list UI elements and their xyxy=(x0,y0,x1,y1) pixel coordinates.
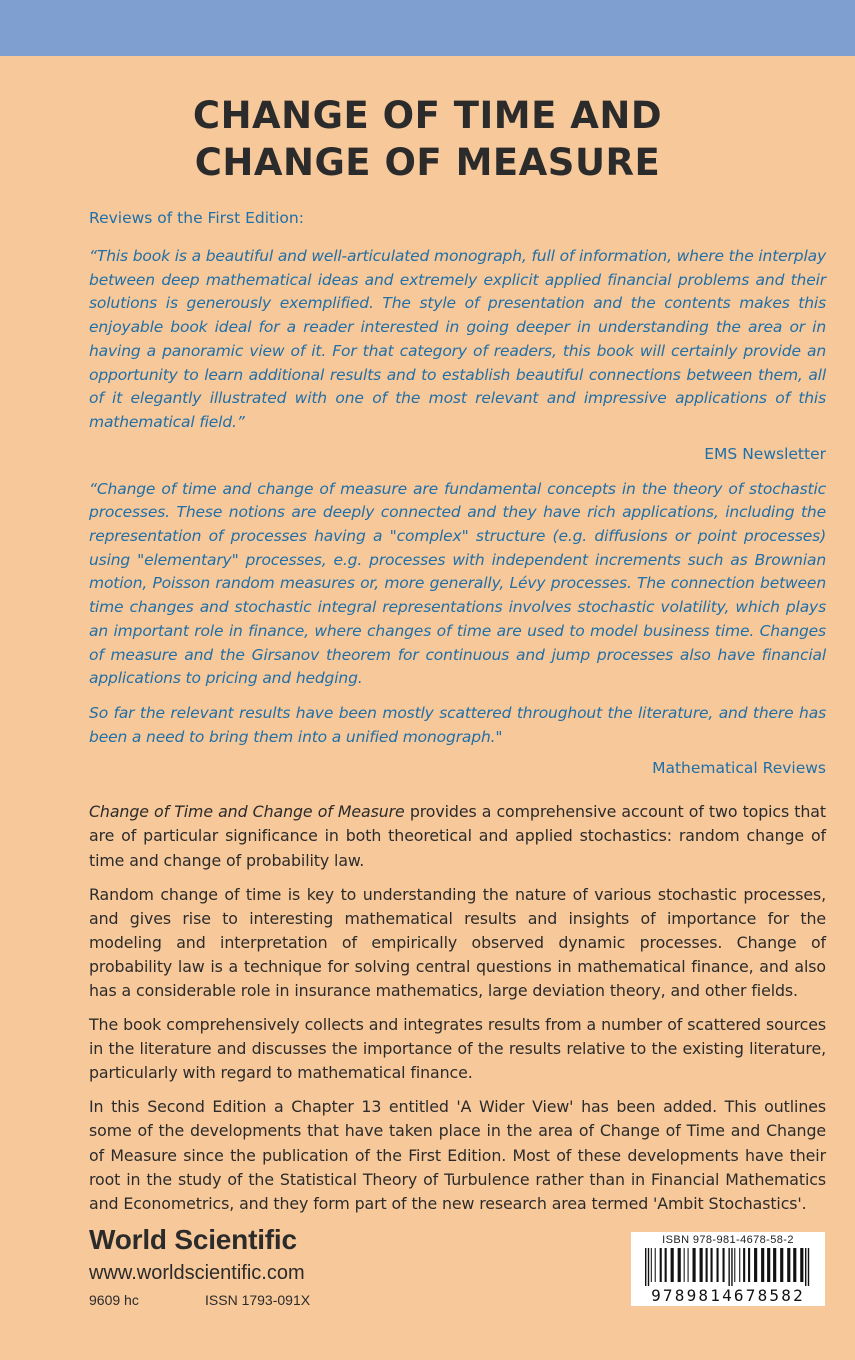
publisher-website[interactable]: www.worldscientific.com xyxy=(89,1262,305,1284)
back-cover-content xyxy=(89,206,826,1216)
book-title-line-2: CHANGE OF MEASURE xyxy=(194,141,661,184)
description-paragraph-1-text: provides a comprehensive account of two topics that are of particular significance in both theoretical and applied stochastics: random change of time and change of probability law. xyxy=(89,802,826,870)
description-paragraph-1 xyxy=(89,800,826,872)
review-quote-ems: “This book is a beautiful and well-articulated monograph, full of information, where the interplay between deep mathematical ideas and extremely explicit applied financial problems and their solutions is generously exemplified. The style of presentation and the contents makes this enjoyable book ideal for a reader interested in going deeper in understanding the area or in having a panoramic view of it. For that category of readers, this book will certainly provide an opportunity to learn additional results and to establish beautiful connections between them, all of it elegantly illustrated with one of the most relevant and impressive applications of this mathematical field.” xyxy=(89,247,826,431)
top-color-band xyxy=(0,0,855,56)
barcode-icon xyxy=(631,1248,825,1286)
catalog-code: 9609 hc xyxy=(89,1292,139,1308)
barcode-digits: 9789814678582 xyxy=(651,1286,805,1305)
publisher-block xyxy=(89,1224,310,1310)
barcode-panel xyxy=(631,1232,825,1306)
isbn-label: ISBN 978-981-4678-58-2 xyxy=(662,1234,794,1246)
description-book-title: Change of Time and Change of Measure xyxy=(89,802,405,822)
book-title xyxy=(0,92,855,186)
review-source-mr: Mathematical Reviews xyxy=(652,759,826,778)
review-quote-mr-paragraph-1: “Change of time and change of measure are fundamental concepts in the theory of stochastic processes. These notions are deeply connected and they have rich applications, including the representation of processes having a "complex" structure (e.g. diffusions or point processes) using "elementary" processes, e.g. processes with independent increments such as Brownian motion, Poisson random measures or, more generally, Lévy processes. The connection between time changes and stochastic integral representations involves stochastic volatility, which plays an important role in finance, where changes of time are used to model business time. Changes of measure and the Girsanov theorem for continuous and jump processes also have financial applications to pricing and hedging. xyxy=(89,479,826,688)
description-paragraph-2: Random change of time is key to understanding the nature of various stochastic processes, and gives rise to interesting mathematical results and insights of importance for the modeling and interpretation of empirically observed dynamic processes. Change of probability law is a technique for solving central questions in mathematical finance, and also has a considerable role in insurance mathematics, large deviation theory, and other fields. xyxy=(89,884,826,1001)
series-issn: ISSN 1793-091X xyxy=(205,1292,311,1308)
catalog-codes xyxy=(89,1290,310,1310)
reviews-heading: Reviews of the First Edition: xyxy=(89,209,304,227)
review-quote-mr-paragraph-2: So far the relevant results have been mostly scattered throughout the literature, and there has been a need to bring them into a unified monograph." xyxy=(89,703,826,746)
description-paragraph-4: In this Second Edition a Chapter 13 entitled 'A Wider View' has been added. This outlines some of the developments that have taken place in the area of Change of Time and Change of Measure since the publication of the First Edition. Most of these developments have their root in the study of the Statistical Theory of Turbulence rather than in Financial Mathematics and Econometrics, and they form part of the new research area termed 'Ambit Stochastics'. xyxy=(89,1097,826,1213)
description-paragraph-3: The book comprehensively collects and integrates results from a number of scattered sources in the literature and discusses the importance of the results relative to the existing literature, particularly with regard to mathematical finance. xyxy=(89,1015,826,1083)
publisher-name: World Scientific xyxy=(89,1224,297,1255)
review-source-ems: EMS Newsletter xyxy=(704,444,826,463)
book-title-line-1: CHANGE OF TIME AND xyxy=(192,94,663,137)
